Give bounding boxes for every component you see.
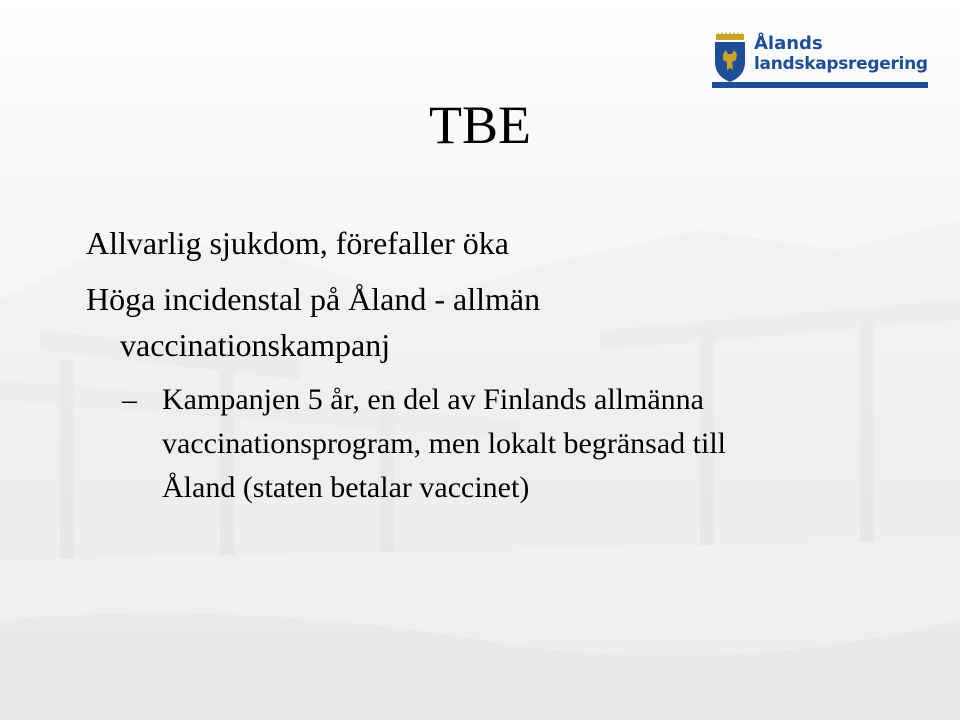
sub-bullet-line: Kampanjen 5 år, en del av Finlands allmänna bbox=[162, 383, 704, 416]
bullet-text: Höga incidenstal på Åland - allmän bbox=[86, 281, 541, 317]
bullet-continuation: vaccinationskampanj bbox=[120, 327, 391, 363]
aland-crest-icon bbox=[712, 30, 748, 86]
bullet-item bbox=[86, 276, 906, 368]
logo-line2: landskapsregering bbox=[754, 54, 928, 74]
bullet-list bbox=[86, 220, 906, 510]
bullet-item bbox=[86, 220, 906, 266]
aland-government-logo bbox=[712, 30, 928, 88]
logo-line1: Ålands bbox=[754, 33, 823, 54]
sub-bullet-line: Åland (staten betalar vaccinet) bbox=[162, 471, 530, 504]
logo-underline bbox=[712, 82, 928, 88]
slide-title: TBE bbox=[429, 95, 531, 155]
dash-marker: – bbox=[122, 383, 137, 416]
bullet-text: Allvarlig sjukdom, förefaller öka bbox=[86, 225, 509, 261]
sub-bullet-line: vaccinationsprogram, men lokalt begränsad till bbox=[162, 427, 726, 460]
sub-bullet-item bbox=[86, 378, 906, 510]
